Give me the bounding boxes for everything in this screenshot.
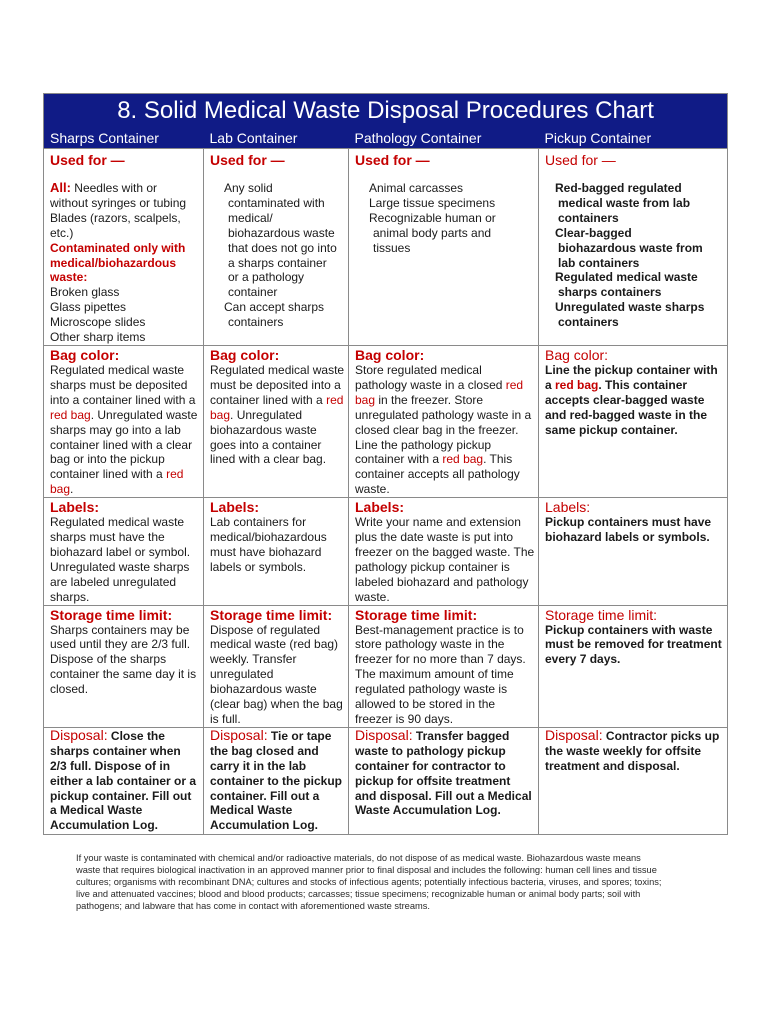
lab-disposal-text: Tie or tape the bag closed and carry it in the lab container to the pickup container. Fill out a Medical Waste Accumulation Log.	[210, 728, 343, 833]
text-run: . Unregulated biohazardous waste goes into a container lined with a clear bag.	[210, 407, 327, 467]
red-bag-text: red bag	[355, 377, 524, 407]
sharps-storage-cell	[44, 605, 204, 727]
red-bag-text: red bag	[555, 377, 599, 392]
lab-used-extra: containers	[228, 315, 284, 330]
used-for-label: Used for —	[545, 152, 616, 168]
red-bag-text: red bag	[50, 467, 184, 497]
lab-disposal-cell	[204, 727, 349, 834]
disposal-label: Disposal:	[210, 726, 268, 743]
column-header-sharps: Sharps Container	[44, 128, 204, 149]
pickup-used-line: Unregulated waste sharps	[555, 300, 705, 315]
pathology-used-for-cell	[349, 149, 539, 346]
pathology-used-line: Large tissue specimens	[369, 195, 496, 210]
pathology-labels-text: Write your name and extension plus the date waste is put into freezer on the bagged waste. The pathology pickup container is labeled biohazard and pathology waste.	[355, 515, 535, 604]
sharps-used-line: Blades (razors, scalpels,	[50, 210, 181, 225]
pathology-storage-text: Best-management practice is to store pathology waste in the freezer for no more than 7 days. The maximum amount of time regulated pathology waste is allowed to be stored in the freezer is 90 days.	[355, 622, 526, 726]
disposal-label: Disposal:	[355, 726, 413, 743]
column-header-pickup: Pickup Container	[539, 128, 728, 149]
pickup-used-for-cell	[539, 149, 728, 346]
pickup-used-line: sharps containers	[558, 285, 662, 300]
lab-used-line: Any solid	[224, 181, 273, 195]
text-run: . Unregulated waste sharps may go into a lab container lined with a clear bag or into the pickup container lined with a	[50, 407, 198, 482]
used-for-label: Used for —	[210, 152, 285, 168]
pathology-bag-text	[355, 363, 531, 496]
pickup-storage-text: Pickup containers with waste must be removed for treatment every 7 days.	[545, 622, 722, 667]
lab-bag-cell	[204, 345, 349, 497]
text-run: .	[70, 482, 74, 497]
lab-storage-text: Dispose of regulated medical waste (red bag) weekly. Transfer unregulated biohazardous waste (clear bag) when the bag is full.	[210, 622, 343, 726]
chart-title: 8. Solid Medical Waste Disposal Procedures Chart	[44, 94, 728, 129]
used-for-row	[44, 149, 728, 346]
pickup-used-line: biohazardous waste from	[558, 240, 703, 255]
pathology-bag-cell	[349, 345, 539, 497]
lab-used-for-text	[210, 169, 345, 330]
red-bag-text: red bag	[210, 392, 344, 422]
pickup-used-line: containers	[558, 315, 619, 330]
column-header-row	[44, 128, 728, 149]
text-run: Store regulated medical pathology waste in a closed	[355, 362, 506, 392]
lab-used-line: that does not go into	[228, 240, 337, 255]
labels-label: Labels:	[355, 499, 405, 516]
sharps-used-line: without syringes or tubing	[50, 195, 187, 210]
pickup-labels-text: Pickup containers must have biohazard labels or symbols.	[545, 515, 712, 545]
text-run: in the freezer. Store unregulated pathology waste in a closed clear bag in the freezer. Line the pathology pickup container with a	[355, 392, 532, 467]
storage-row	[44, 605, 728, 727]
lab-bag-text	[210, 363, 344, 466]
bag-color-label: Bag color:	[50, 346, 120, 363]
storage-label: Storage time limit:	[50, 606, 173, 623]
pickup-disposal-text: Contractor picks up the waste weekly for offsite treatment and disposal.	[545, 728, 720, 773]
text-run: . This container accepts clear-bagged waste and red-bagged waste in the same pickup container.	[545, 377, 708, 437]
pickup-used-line: medical waste from lab	[558, 195, 691, 210]
labels-label: Labels:	[210, 499, 260, 516]
text-run: Regulated medical waste must be deposited into a container lined with a	[210, 362, 345, 407]
pickup-used-line: containers	[558, 210, 619, 225]
labels-label: Labels:	[545, 499, 591, 516]
lab-used-line: biohazardous waste	[228, 225, 335, 240]
red-bag-text: red bag	[442, 452, 484, 467]
used-for-label: Used for —	[50, 152, 125, 168]
lab-used-line: container	[228, 285, 278, 300]
lab-used-line: or a pathology	[228, 270, 305, 285]
sharps-item: Other sharp items	[50, 330, 146, 345]
sharps-used-for-cell	[44, 149, 204, 346]
pathology-used-line: Animal carcasses	[369, 181, 464, 195]
disposal-label: Disposal:	[50, 726, 108, 743]
contaminated-line: waste:	[50, 270, 88, 285]
sharps-disposal-text: Close the sharps container when 2/3 full. Dispose of in either a lab container or a pickup container. Fill out a Medical Waste Accumulation Log.	[50, 728, 197, 833]
disposal-row	[44, 727, 728, 834]
lab-labels-text: Lab containers for medical/biohazardous must have biohazard labels or symbols.	[210, 515, 327, 574]
contaminated-line: Contaminated only with	[50, 240, 186, 255]
text-run: Regulated medical waste sharps must be deposited into a container lined with a	[50, 362, 196, 407]
used-for-label: Used for —	[355, 152, 430, 168]
pathology-disposal-cell	[349, 727, 539, 834]
pickup-used-line: lab containers	[558, 255, 640, 270]
contaminated-line: medical/biohazardous	[50, 255, 177, 270]
pathology-labels-cell	[349, 498, 539, 605]
bag-color-row	[44, 345, 728, 497]
lab-used-line: a sharps container	[228, 255, 327, 270]
sharps-bag-cell	[44, 345, 204, 497]
sharps-disposal-cell	[44, 727, 204, 834]
pathology-used-line: Recognizable human or	[369, 210, 496, 225]
lab-labels-cell	[204, 498, 349, 605]
lab-used-extra: Can accept sharps	[224, 300, 325, 315]
labels-row	[44, 498, 728, 605]
column-header-lab: Lab Container	[204, 128, 349, 149]
pathology-storage-cell	[349, 605, 539, 727]
storage-label: Storage time limit:	[210, 606, 333, 623]
pickup-labels-cell	[539, 498, 728, 605]
column-header-pathology: Pathology Container	[349, 128, 539, 149]
storage-label: Storage time limit:	[545, 606, 658, 623]
pickup-bag-text	[545, 363, 718, 437]
pickup-bag-cell	[539, 345, 728, 497]
title-row	[44, 94, 728, 129]
pathology-used-line: animal body parts and	[373, 225, 492, 240]
bag-color-label: Bag color:	[545, 346, 609, 363]
procedures-chart-table	[43, 93, 728, 835]
labels-label: Labels:	[50, 499, 100, 516]
lab-used-line: contaminated with	[228, 195, 325, 210]
pickup-used-line: Red-bagged regulated	[555, 181, 682, 195]
pickup-used-for-text	[545, 169, 724, 330]
all-label: All:	[50, 180, 71, 195]
text-run: Line the pickup container with a	[545, 362, 718, 392]
pathology-disposal-text: Transfer bagged waste to pathology pickup container for contractor to pickup for offsite treatment and disposal. Fill out a Medical Waste Accumulation Log.	[355, 728, 532, 818]
pathology-used-line: tissues	[373, 240, 411, 255]
lab-used-for-cell	[204, 149, 349, 346]
sharps-item: Broken glass	[50, 285, 120, 300]
red-bag-text: red bag	[50, 407, 91, 422]
storage-label: Storage time limit:	[355, 606, 478, 623]
pickup-used-line: Regulated medical waste	[555, 270, 698, 285]
pickup-used-line: Clear-bagged	[555, 225, 632, 240]
pickup-storage-cell	[539, 605, 728, 727]
sharps-storage-text: Sharps containers may be used until they are 2/3 full. Dispose of the sharps container the same day it is closed.	[50, 622, 197, 697]
pickup-disposal-cell	[539, 727, 728, 834]
sharps-item: Glass pipettes	[50, 300, 127, 315]
pathology-used-for-text	[355, 169, 535, 256]
sharps-labels-cell	[44, 498, 204, 605]
lab-used-line: medical/	[228, 210, 273, 225]
bag-color-label: Bag color:	[210, 346, 280, 363]
sharps-used-for-text	[50, 169, 200, 345]
sharps-item: Microscope slides	[50, 315, 146, 330]
sharps-used-line: etc.)	[50, 225, 74, 240]
all-text: Needles with or	[74, 181, 158, 195]
sharps-labels-text: Regulated medical waste sharps must have the biohazard label or symbol. Unregulated waste sharps are labeled unregulated sharps.	[50, 515, 191, 604]
disposal-label: Disposal:	[545, 726, 603, 743]
lab-storage-cell	[204, 605, 349, 727]
sharps-bag-text	[50, 363, 197, 496]
bag-color-label: Bag color:	[355, 346, 425, 363]
footnote: If your waste is contaminated with chemical and/or radioactive materials, do not dispose of as medical waste. Biohazardous waste means waste that requires biological inactivation in an approved manner prior to final disposal and includes the following: human cell lines and tissue cultures; organisms with recombinant DNA; cultures and stocks of infectious agents; potentially infectious bacteria, viruses, and spores; toxins; live and attenuated vaccines; blood and blood products; carcasses; tissue specimens; recognizable human or animal body parts; soil with pathogens; and labware that has come in contact with aforementioned waste streams.	[76, 853, 662, 911]
text-run: . This container accepts all pathology waste.	[355, 452, 520, 497]
